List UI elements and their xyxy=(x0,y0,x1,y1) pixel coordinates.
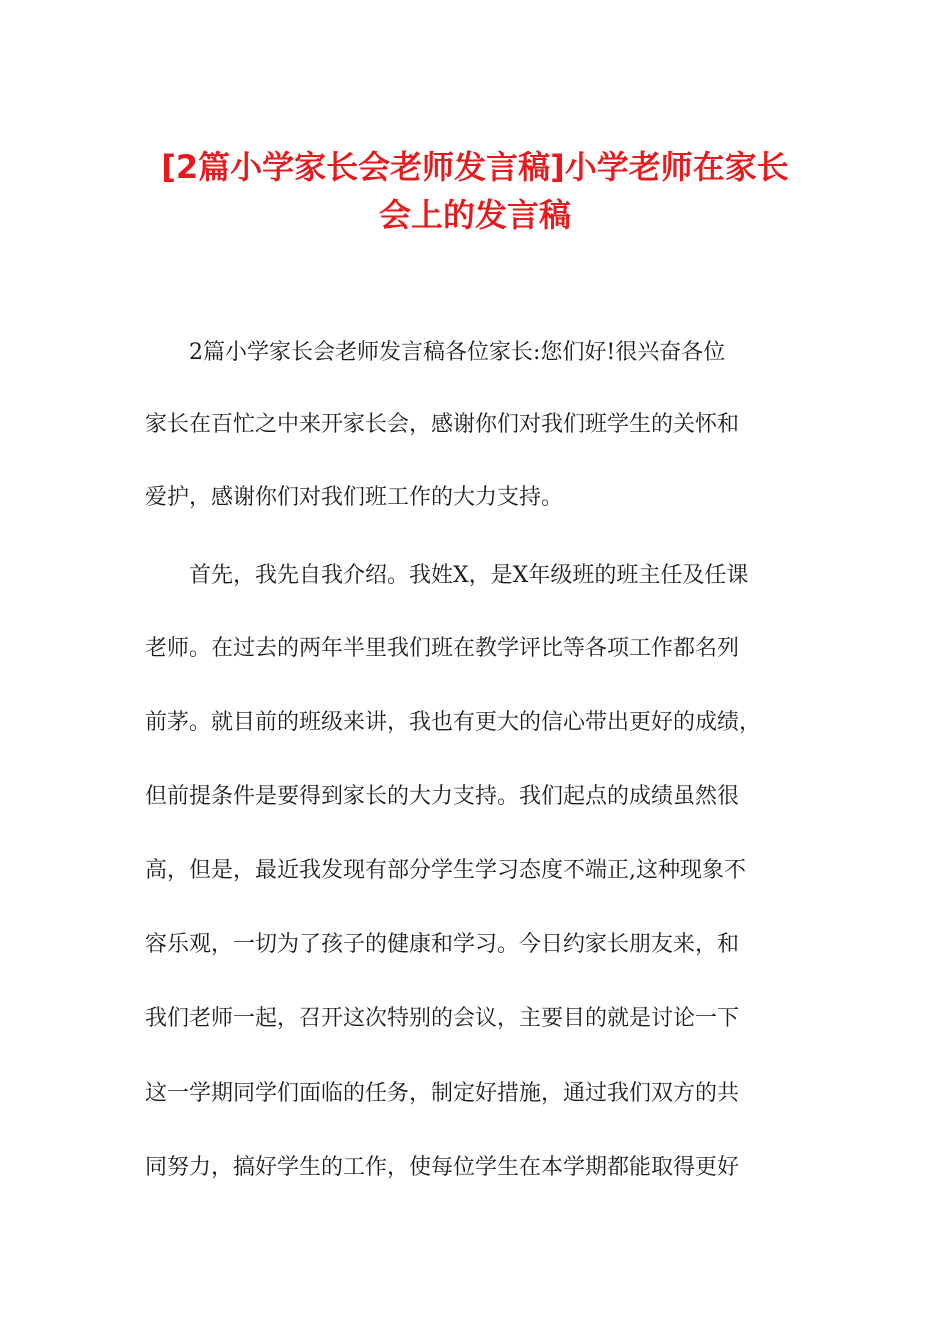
paragraph-2-line-2: 老师。在过去的两年半里我们班在教学评比等各项工作都名列 xyxy=(145,636,740,661)
paragraph-1-line-1: 2篇小学家长会老师发言稿各位家长:您们好!很兴奋各位 xyxy=(189,340,726,365)
document-title xyxy=(100,143,850,239)
paragraph-2-line-7: 我们老师一起，召开这次特别的会议，主要目的就是讨论一下 xyxy=(145,1006,740,1031)
paragraph-2-line-3: 前茅。就目前的班级来讲，我也有更大的信心带出更好的成绩， xyxy=(145,710,762,735)
paragraph-1-line-3: 爱护，感谢你们对我们班工作的大力支持。 xyxy=(145,485,564,510)
paragraph-2-line-5: 高，但是，最近我发现有部分学生学习态度不端正,这种现象不 xyxy=(145,858,746,883)
paragraph-1-line-2: 家长在百忙之中来开家长会，感谢你们对我们班学生的关怀和 xyxy=(145,412,740,437)
paragraph-2-line-6: 容乐观，一切为了孩子的健康和学习。今日约家长朋友来，和 xyxy=(145,932,740,957)
title-line-2: 会上的发言稿 xyxy=(378,196,571,234)
paragraph-2-line-8: 这一学期同学们面临的任务，制定好措施，通过我们双方的共 xyxy=(145,1081,740,1106)
paragraph-2-line-4: 但前提条件是要得到家长的大力支持。我们起点的成绩虽然很 xyxy=(145,784,740,809)
title-line-1: [2篇小学家长会老师发言稿]小学老师在家长 xyxy=(161,148,789,186)
paragraph-2-line-9: 同努力，搞好学生的工作，使每位学生在本学期都能取得更好 xyxy=(145,1155,740,1180)
paragraph-2-line-1: 首先，我先自我介绍。我姓X，是X年级班的班主任及任课 xyxy=(189,563,749,588)
